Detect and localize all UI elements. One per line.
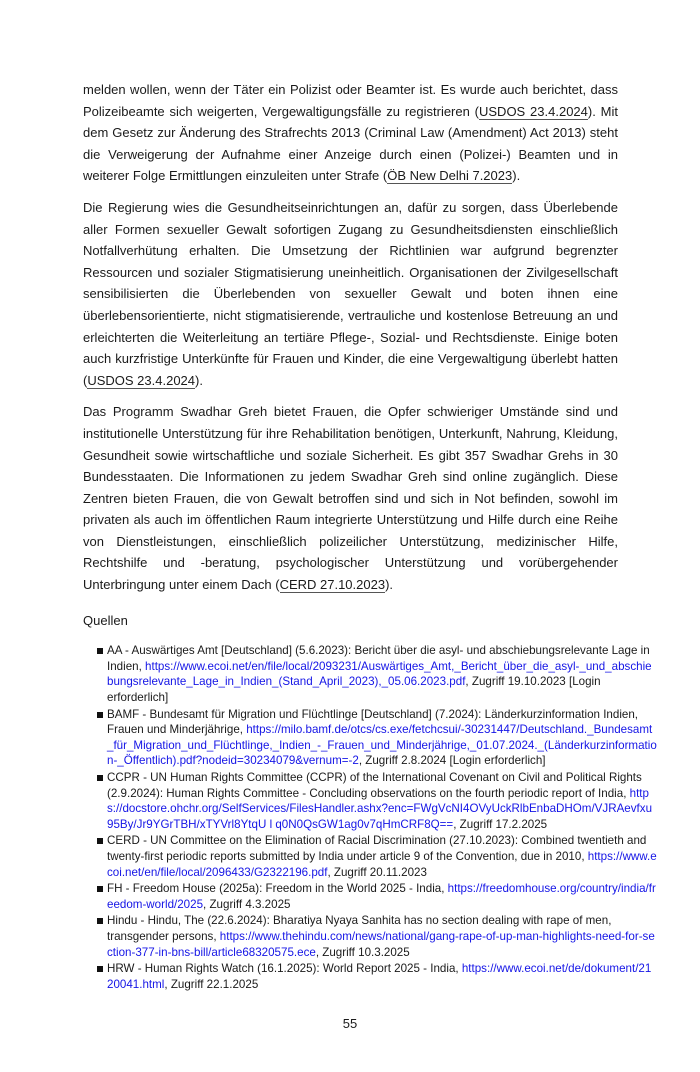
citation-link[interactable]: CERD 27.10.2023 (279, 577, 386, 593)
reference-text: CERD - UN Committee on the Elimination of Racial Discrimination (27.10.2023): Combined twentieth and twenty-first periodic reports submitted by India under article 9 of the Convention, due in 2010, (107, 834, 647, 863)
bullet-icon (97, 648, 103, 654)
reference-item (97, 643, 657, 705)
reference-url-link[interactable]: https://www.thehindu.com/news/national/gang-rape-of-up-man-highlights-need-for-section-377-in-bns-bill/article68320575.ece (107, 929, 655, 959)
paragraph-text: Das Programm Swadhar Greh bietet Frauen, die Opfer schwieriger Umstände sind und institutionelle Unterstützung für ihre Rehabilitation benötigen, Unterkunft, Nahrung, Kleidung, Gesundheit sowie wirtschaftliche und soziale Sicherheit. Es gibt 357 Swadhar Grehs in 30 Bundesstaaten. Die Informationen zu jedem Swadhar Greh sind online zugänglich. Diese Zentren bieten Frauen, die von Gewalt betroffen sind und sich in Not befinden, sowohl im privaten als auch im öffentlichen Raum integrierte Unterstützung und Hilfe durch eine Reihe von Dienstleistungen, einschließlich polizeilicher Unterstützung, medizinischer Hilfe, Rechtshilfe und -beratung, psychologischer Unterstützung und vorübergehender Unterbringung unter einem Dach ( (83, 404, 618, 593)
reference-url-link[interactable]: https://www.ecoi.net/de/dokument/2120041.html (107, 962, 652, 991)
paragraph-text: ). (385, 577, 394, 593)
reference-access-date: , Zugriff 20.11.2023 (327, 865, 427, 879)
paragraph-text: melden wollen, wenn der Täter ein Polizist oder Beamter ist. Es wurde auch berichtet, dass Polizeibeamte sich weigerten, Vergewaltigungsfälle zu registrieren ( (83, 82, 618, 119)
reference-text: BAMF - Bundesamt für Migration und Flüchtlinge [Deutschland] (7.2024): Länderkurzinformation Indien, Frauen und Minderjährige, (107, 707, 639, 737)
paragraph-text: ). (195, 372, 203, 388)
reference-url-link[interactable]: https://www.ecoi.net/en/file/local/2096433/G2322196.pdf (107, 849, 657, 879)
reference-url-link[interactable]: https://www.ecoi.net/en/file/local/2093231/Auswärtiges_Amt,_Bericht_über_die_asyl-_und_abschiebungsrelevante_Lage_in_Indien_(Stand_April_2023),_05.06.2023.pdf (107, 659, 652, 689)
reference-access-date: , Zugriff 4.3.2025 (203, 897, 291, 911)
reference-text: Hindu - Hindu, The (22.6.2024): Bharatiya Nyaya Sanhita has no section dealing with rape of men, transgender persons, (107, 914, 612, 943)
paragraph-text: ). Mit dem Gesetz zur Änderung des Strafrechts 2013 (Criminal Law (Amendment) Act 2013) steht die Verweigerung der Aufnahme einer Anzeige durch einen (Polizei-) Beamten und in weiterer Folge Ermittlungen einzuleiten unter Strafe ( (83, 103, 618, 184)
reference-text: CCPR - UN Human Rights Committee (CCPR) of the International Covenant on Civil and Political Rights (2.9.2024): Human Rights Committee - Concluding observations on the fourth periodic report of India, (107, 771, 642, 800)
paragraph (83, 79, 618, 187)
reference-item (97, 913, 657, 960)
reference-text: HRW - Human Rights Watch (16.1.2025): World Report 2025 - India, (107, 962, 462, 976)
reference-text: AA - Auswärtiges Amt [Deutschland] (5.6.2023): Bericht über die asyl- und abschiebungsrelevante Lage in Indien, (107, 644, 650, 673)
citation-link[interactable]: ÖB New Delhi 7.2023 (387, 168, 513, 184)
reference-list (97, 643, 657, 992)
bullet-icon (97, 775, 103, 781)
bullet-icon (97, 918, 103, 924)
reference-access-date: , Zugriff 17.2.2025 (453, 817, 548, 831)
citation-link[interactable]: USDOS 23.4.2024 (479, 103, 588, 119)
page-number: 55 (342, 1016, 358, 1032)
reference-item (97, 881, 657, 912)
sources-heading: Quellen (83, 612, 128, 628)
reference-access-date: , Zugriff 19.10.2023 [Login erforderlich] (107, 675, 601, 705)
citation-link[interactable]: USDOS 23.4.2024 (87, 372, 196, 388)
reference-item (97, 961, 657, 992)
reference-access-date: , Zugriff 22.1.2025 (164, 977, 259, 991)
reference-text: FH - Freedom House (2025a): Freedom in the World 2025 - India, (107, 882, 448, 896)
reference-url-link[interactable]: https://freedomhouse.org/country/india/freedom-world/2025 (107, 882, 656, 911)
bullet-icon (97, 966, 103, 972)
reference-url-link[interactable]: https://docstore.ohchr.org/SelfServices/FilesHandler.ashx?enc=FWgVcNI4OVyUckRlbEnbaDHOm/VJRAevfxu95By/Jr9YGrTBH/xTYVrl8YtqU l q0N0QsGW1ag0v7qHmCRF8Q== (107, 786, 653, 831)
body-text (83, 79, 618, 631)
reference-access-date: , Zugriff 2.8.2024 [Login erforderlich] (358, 754, 546, 768)
reference-item (97, 833, 657, 880)
reference-access-date: , Zugriff 10.3.2025 (315, 945, 410, 959)
paragraph (83, 401, 618, 595)
paragraph-text: ). (512, 168, 521, 184)
bullet-icon (97, 886, 103, 892)
reference-item (97, 707, 657, 769)
paragraph-text: Die Regierung wies die Gesundheitseinrichtungen an, dafür zu sorgen, dass Überlebende aller Formen sexueller Gewalt sofortigen Zugang zu Gesundheitsdiensten einschließlich Notfallverhütung erhalten. Die Umsetzung der Richtlinien war aufgrund begrenzter Ressourcen und sozialer Stigmatisierung uneinheitlich. Organisationen der Zivilgesellschaft sensibilisierten die Überlebenden von sexueller Gewalt und boten ihnen eine überlebensorientierte, nicht stigmatisierende, vertrauliche und kostenlose Betreuung an und erleichterten die Weiterleitung an tertiäre Pflege-, Sozial- und Rechtsdienste. Einige boten auch kurzfristige Unterkünfte für Frauen und Kinder, die eine Vergewaltigung überlebt hatten ( (83, 199, 618, 388)
paragraph (83, 197, 618, 391)
bullet-icon (97, 838, 103, 844)
bullet-icon (97, 712, 103, 718)
reference-item (97, 770, 657, 832)
reference-url-link[interactable]: https://milo.bamf.de/otcs/cs.exe/fetchcsui/-30231447/Deutschland._Bundesamt_für_Migration_und_Flüchtlinge,_Indien_-_Frauen_und_Minderjährige,_01.07.2024._(Länderkurzinformation-_Öffentlich).pdf?nodeid=30234079&vernum=-2 (107, 723, 657, 768)
